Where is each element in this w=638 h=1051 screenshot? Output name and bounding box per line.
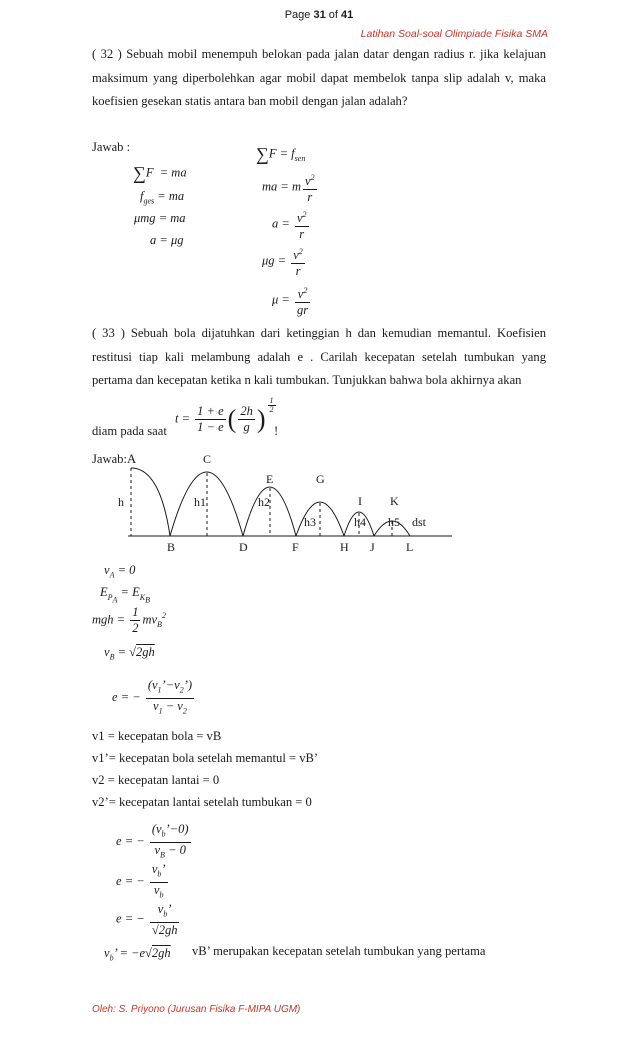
label-i: I (358, 494, 362, 508)
definition-v2: v2 = kecepatan lantai = 0 (92, 773, 220, 787)
eq-e-sub3: e = − $\frac{v_b’}{√2gh}$ (116, 902, 178, 937)
eq-mgh: mgh = $\frac{1}{2}$ $mv_B^2$ (92, 605, 166, 635)
q33-exclaim: ! (274, 424, 279, 438)
question-32-text: ( 32 ) Sebuah mobil menempuh belokan pada jalan datar dengan radius r. jika kelajuan maksimum yang diperbolehkan agar mobil dapat membelok tanpa slip adalah v, maka koefisien gesekan statis antara ban mobil dengan jalan adalah? (92, 47, 546, 108)
eq-ma-mv2r: ma = m $\frac{v^2}{r}$ (262, 170, 319, 205)
eq-e-sub2: e = − $\frac{v_b’}{v_b}$ (116, 862, 166, 899)
label-h4: h4 (354, 515, 366, 529)
q32-answer-label: Jawab : (92, 140, 131, 154)
eq-sum-f-ma: ∑F = ma (133, 163, 187, 183)
definition-v1: v1 = kecepatan bola = vB (92, 729, 222, 743)
label-k: K (390, 494, 399, 508)
label-f: F (292, 540, 299, 554)
eq-restitution: e = − $\frac{(v_1’-v_2’)}{v_1 - v_2}$ (112, 678, 193, 715)
eq-a-v2r: a = $\frac{v^2}{r}$ (272, 207, 311, 242)
q33-answer-label: Jawab:A (92, 452, 137, 466)
eq-va-zero: $v_A = 0$ (104, 563, 136, 580)
page-header (0, 9, 638, 21)
page-prefix: Page (284, 9, 314, 21)
page-of: of (325, 9, 342, 21)
label-l: L (406, 540, 414, 554)
bounce-diagram (0, 448, 638, 558)
eq-a-mu-g: a = μg (150, 233, 184, 247)
label-h3: h3 (304, 515, 316, 529)
label-h-point: H (340, 540, 349, 554)
label-d: D (239, 540, 248, 554)
eq-mu-v2gr: μ = $\frac{v^2}{gr}$ (272, 283, 312, 318)
definition-v1-prime: v1’= kecepatan bola setelah memantul = vB’ (92, 751, 319, 765)
eq-vb-sqrt: $v_B = √2gh$ (104, 645, 155, 662)
eq-e-sub1: e = − $\frac{(v_b’-0)}{v_B - 0}$ (116, 822, 189, 859)
q33-diam-text: diam pada saat (92, 424, 167, 438)
label-h: h (118, 495, 124, 509)
label-j: J (370, 540, 375, 554)
eq-sum-f-fsen: $\sum F = f_{sen}$ (256, 144, 306, 164)
label-dst: dst (412, 515, 427, 529)
arc-a-b (131, 468, 170, 536)
label-h2: h2 (258, 495, 270, 509)
label-h5: h5 (388, 515, 400, 529)
final-note: vB’ merupakan kecepatan setelah tumbukan yang pertama (192, 944, 486, 958)
eq-ep-ek: $E_{P_A} = E_{K_B}$ (100, 585, 150, 605)
question-33-text: ( 33 ) Sebuah bola dijatuhkan dari ketinggian h dan kemudian memantul. Koefisien restitusi tiap kali melambung adalah e . Carilah kecepatan setelah tumbukan yang pertama dan kecepatan ketika n kali tumbukan. Tunjukkan bahwa bola akhirnya akan (92, 326, 546, 387)
eq-mug-v2r: μg = $\frac{v^2}{r}$ (262, 244, 307, 279)
label-h1: h1 (194, 495, 206, 509)
label-c: C (203, 452, 212, 466)
page-footer: Oleh: S. Priyono (Jurusan Fisika F-MIPA UGM) (92, 1004, 301, 1015)
eq-mu-mg-ma: μmg = ma (134, 211, 186, 225)
page-number: 31 (313, 9, 326, 21)
label-b: B (167, 540, 176, 554)
definition-v2-prime: v2’= kecepatan lantai setelah tumbukan = 0 (92, 795, 312, 809)
eq-vb-prime: $v_b$’ = −e√2gh (104, 946, 171, 963)
eq-t-formula: t = $\frac{1 + e}{1 - e}$ ( $\frac{2h}{g}$ ) $^{\frac{1}{2}}$ (175, 395, 274, 434)
page-total: 41 (341, 9, 354, 21)
eq-fges-ma: $f_{ges}$ = ma (140, 189, 185, 206)
label-g: G (316, 472, 325, 486)
label-e: E (266, 472, 274, 486)
document-subtitle: Latihan Soal-soal Olimpiade Fisika SMA (360, 28, 548, 40)
